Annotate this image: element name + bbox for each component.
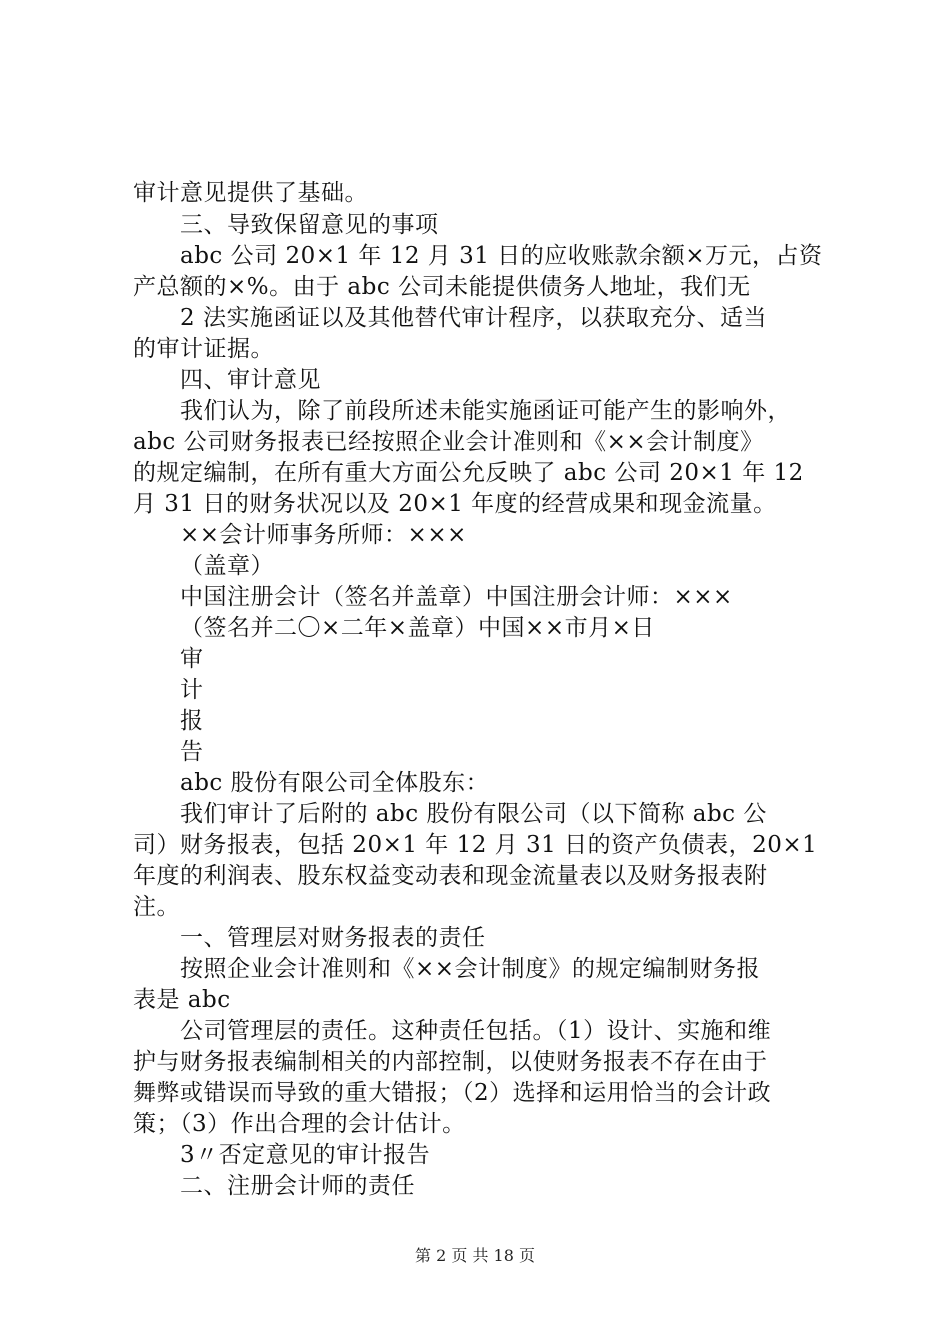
text-line: 策；（3）作出合理的会计估计。: [133, 1111, 466, 1137]
section-heading: 二、注册会计师的责任: [180, 1173, 415, 1199]
text-line: 我们审计了后附的 abc 股份有限公司（以下简称 abc 公: [180, 801, 767, 827]
section-heading: 一、管理层对财务报表的责任: [180, 925, 486, 951]
text-line: 我们认为，除了前段所述未能实施函证可能产生的影响外，: [180, 398, 791, 424]
text-line: 告: [180, 739, 204, 765]
text-line: 年度的利润表、股东权益变动表和现金流量表以及财务报表附: [133, 863, 768, 889]
text-line: abc 公司 20×1 年 12 月 31 日的应收账款余额×万元，占资: [180, 243, 823, 269]
text-line: （盖章）: [180, 553, 274, 579]
text-line: 的规定编制，在所有重大方面公允反映了 abc 公司 20×1 年 12: [133, 460, 804, 486]
text-line: abc 股份有限公司全体股东：: [180, 770, 490, 796]
text-line: 审计意见提供了基础。: [133, 180, 368, 206]
text-line: 舞弊或错误而导致的重大错报；（2）选择和运用恰当的会计政: [133, 1080, 772, 1106]
text-line: 护与财务报表编制相关的内部控制，以使财务报表不存在由于: [133, 1049, 768, 1075]
text-line: abc 公司财务报表已经按照企业会计准则和《××会计制度》: [133, 429, 764, 455]
section-heading: 三、导致保留意见的事项: [180, 212, 439, 238]
text-line: 月 31 日的财务状况以及 20×1 年度的经营成果和现金流量。: [133, 491, 777, 517]
text-line: 的审计证据。: [133, 336, 274, 362]
text-line: 3〃否定意见的审计报告: [180, 1142, 431, 1168]
text-line: 2 法实施函证以及其他替代审计程序，以获取充分、适当: [180, 305, 767, 331]
text-line: 产总额的×%。由于 abc 公司未能提供债务人地址，我们无: [133, 274, 751, 300]
text-line: 司）财务报表，包括 20×1 年 12 月 31 日的资产负债表，20×1: [133, 832, 818, 858]
text-line: 公司管理层的责任。这种责任包括。（1）设计、实施和维: [180, 1018, 772, 1044]
page-number-footer: 第 2 页 共 18 页: [415, 1246, 535, 1265]
section-heading: 四、审计意见: [180, 367, 321, 393]
text-line: （签名并二〇×二年×盖章）中国××市月×日: [180, 615, 655, 641]
text-line: 计: [180, 677, 204, 703]
text-line: ××会计师事务所师：×××: [180, 522, 467, 548]
text-line: 按照企业会计准则和《××会计制度》的规定编制财务报: [180, 956, 761, 982]
text-line: 中国注册会计（签名并盖章）中国注册会计师：×××: [180, 584, 733, 610]
text-line: 审: [180, 646, 204, 672]
text-line: 报: [180, 708, 204, 734]
text-line: 表是 abc: [133, 987, 231, 1013]
text-line: 注。: [133, 894, 180, 920]
